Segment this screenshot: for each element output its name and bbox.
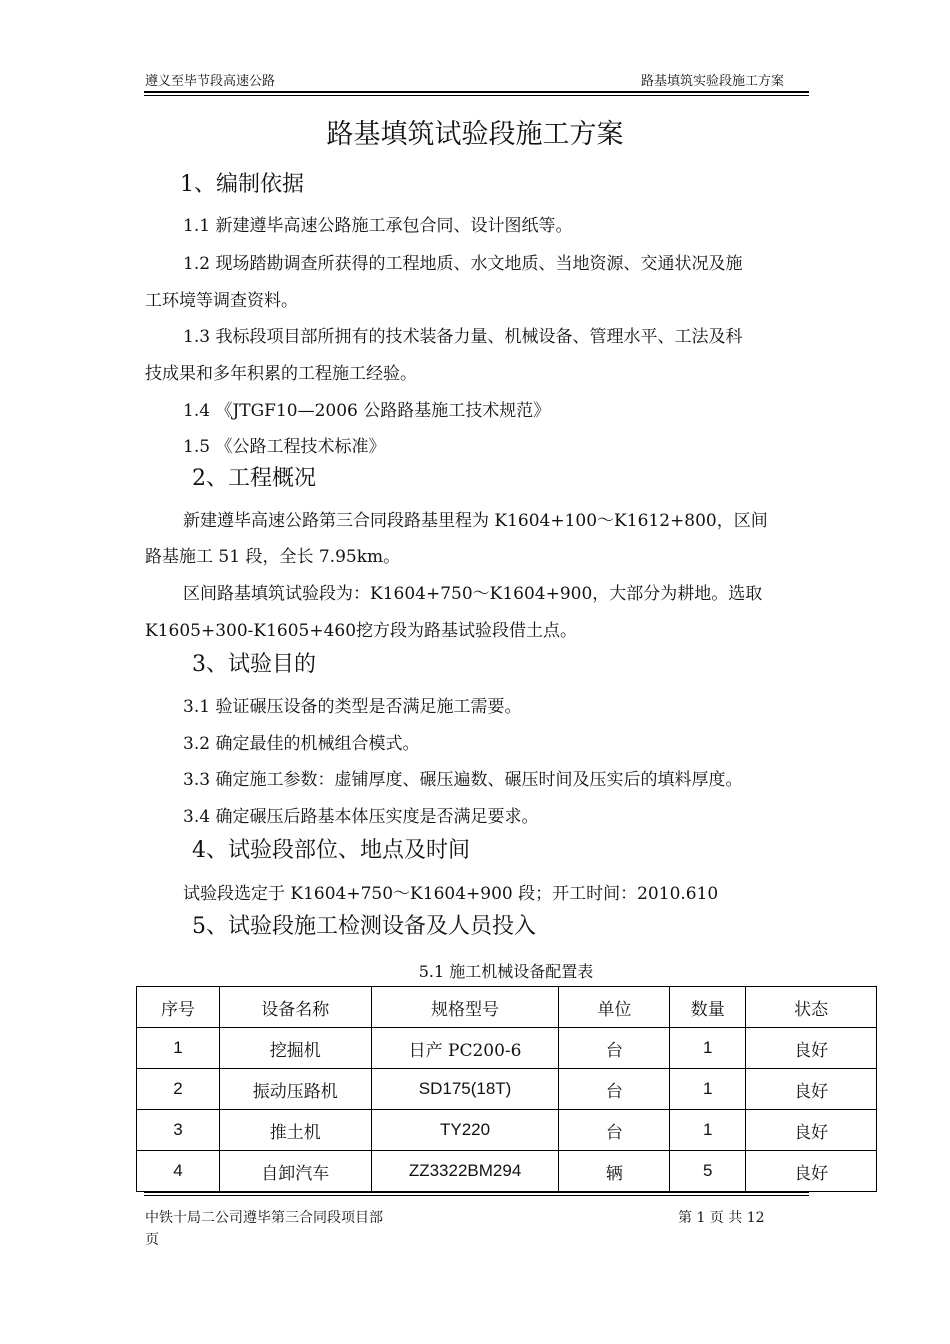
section-1-item-3-line-2: 技成果和多年积累的工程施工经验。 [145,364,417,384]
table-cell: ZZ3322BM294 [371,1151,559,1192]
table-cell: 1 [670,1028,746,1069]
table-caption: 5.1 施工机械设备配置表 [418,962,594,981]
header-rule [144,91,809,93]
section-1-heading: 1、编制依据 [180,172,304,197]
table-cell: 台 [559,1028,670,1069]
header-rule-thin [144,95,809,96]
section-4-heading: 4、试验段部位、地点及时间 [192,838,470,863]
table-cell: 1 [137,1028,220,1069]
table-cell: 3 [137,1110,220,1151]
header-cell-unit: 单位 [559,987,670,1028]
header-right: 路基填筑实验段施工方案 [641,74,785,89]
section-2-para-2-line-1: 区间路基填筑试验段为：K1604+750～K1604+900，大部分为耕地。选取 [183,584,763,604]
header-cell-quantity: 数量 [670,987,746,1028]
section-1-item-2-line-2: 工环境等调查资料。 [145,291,298,311]
table-row [137,1069,877,1110]
section-1-item-3-line-1: 1.3 我标段项目部所拥有的技术装备力量、机械设备、管理水平、工法及科 [183,327,743,347]
table-cell: 日产 PC200-6 [371,1028,559,1069]
section-2-heading: 2、工程概况 [192,466,316,491]
table-cell: TY220 [371,1110,559,1151]
section-5-heading: 5、试验段施工检测设备及人员投入 [192,914,536,939]
header-cell-status: 状态 [746,987,877,1028]
table-row [137,1110,877,1151]
header-left: 遵义至毕节段高速公路 [145,74,276,89]
table-cell: 良好 [746,1110,877,1151]
table-cell: 良好 [746,1028,877,1069]
section-3-item-4: 3.4 确定碾压后路基本体压实度是否满足要求。 [183,807,539,827]
table-cell: 良好 [746,1069,877,1110]
table-cell: 推土机 [219,1110,371,1151]
equipment-table [136,986,877,1192]
page-title: 路基填筑试验段施工方案 [326,119,624,150]
table-cell: 2 [137,1069,220,1110]
header-cell-index: 序号 [137,987,220,1028]
header-cell-name: 设备名称 [219,987,371,1028]
section-1-item-1: 1.1 新建遵毕高速公路施工承包合同、设计图纸等。 [183,216,573,236]
table-cell: SD175(18T) [371,1069,559,1110]
footer-left: 中铁十局二公司遵毕第三合同段项目部 [145,1210,383,1226]
table-cell: 1 [670,1069,746,1110]
section-3-item-2: 3.2 确定最佳的机械组合模式。 [183,734,420,754]
table-cell: 5 [670,1151,746,1192]
table-cell: 振动压路机 [219,1069,371,1110]
footer-page-number: 第 1 页 共 12 [678,1210,765,1226]
section-2-para-1-line-1: 新建遵毕高速公路第三合同段路基里程为 K1604+100～K1612+800，区间 [183,511,768,531]
table-cell: 自卸汽车 [219,1151,371,1192]
section-1-item-4: 1.4 《JTGF10—2006 公路路基施工技术规范》 [183,401,551,421]
section-3-item-3: 3.3 确定施工参数：虚铺厚度、碾压遍数、碾压时间及压实后的填料厚度。 [183,770,743,790]
header-cell-model: 规格型号 [371,987,559,1028]
table-cell: 良好 [746,1151,877,1192]
table-row [137,1028,877,1069]
table-cell: 辆 [559,1151,670,1192]
footer-rule [144,1191,809,1193]
table-header-row [137,987,877,1028]
table-cell: 台 [559,1069,670,1110]
section-3-item-1: 3.1 验证碾压设备的类型是否满足施工需要。 [183,697,522,717]
table-cell: 4 [137,1151,220,1192]
section-2-para-1-line-2: 路基施工 51 段，全长 7.95km。 [145,547,401,567]
table-cell: 1 [670,1110,746,1151]
section-1-item-5: 1.5 《公路工程技术标准》 [183,437,386,457]
section-1-item-2-line-1: 1.2 现场踏勘调查所获得的工程地质、水文地质、当地资源、交通状况及施 [183,254,743,274]
footer-page-wrap: 页 [145,1232,159,1248]
table-cell: 挖掘机 [219,1028,371,1069]
table-cell: 台 [559,1110,670,1151]
table-row [137,1151,877,1192]
section-4-para: 试验段选定于 K1604+750～K1604+900 段；开工时间：2010.610 [183,884,719,904]
footer-rule-thin [144,1195,809,1196]
section-2-para-2-line-2: K1605+300-K1605+460挖方段为路基试验段借土点。 [145,621,578,641]
section-3-heading: 3、试验目的 [192,652,316,677]
